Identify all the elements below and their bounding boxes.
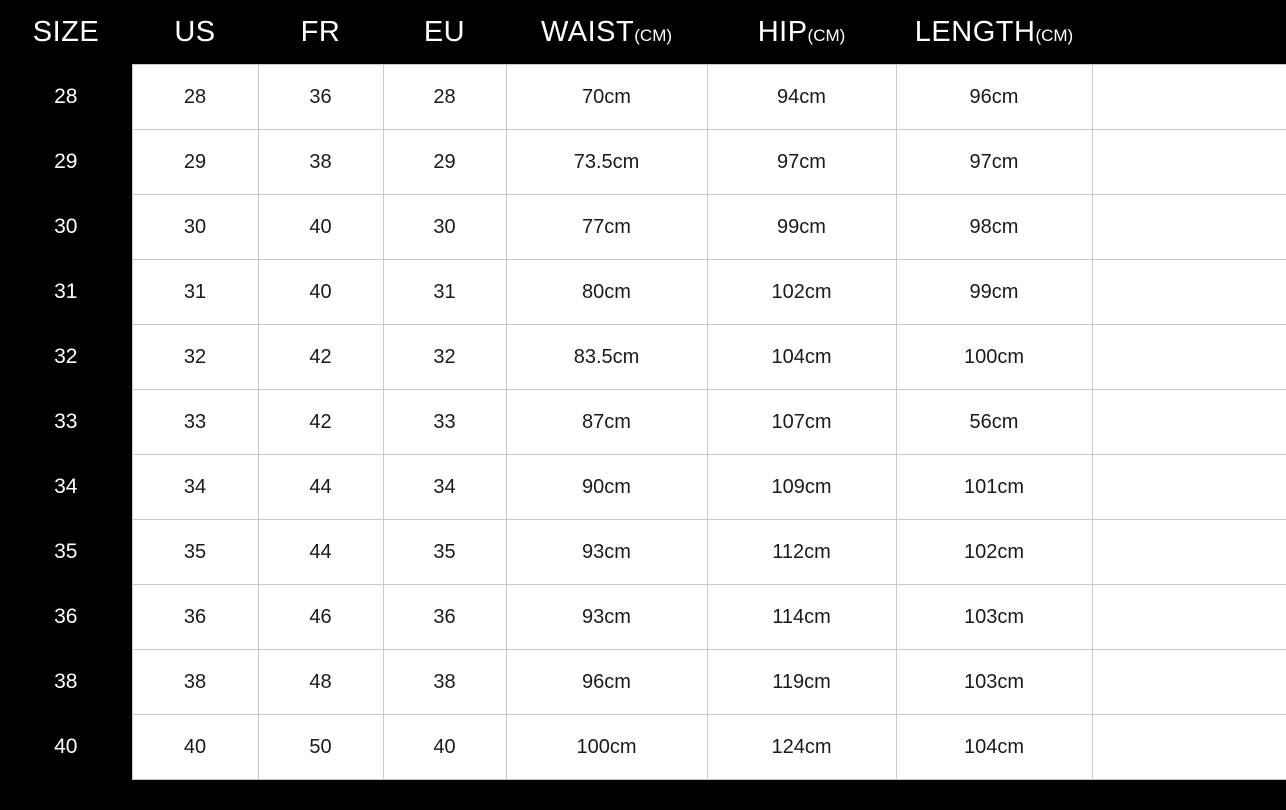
cell-eu: 40 [383,715,506,780]
column-header-hip-label: HIP [757,15,808,48]
cell-length: 96cm [896,65,1092,130]
column-header-waist-label: WAIST [540,15,635,48]
cell-fr: 38 [258,130,383,195]
cell-fr: 36 [258,65,383,130]
cell-us: 33 [132,390,258,455]
column-header-waist-unit: (CM) [634,25,673,45]
cell-fr: 48 [258,650,383,715]
cell-eu: 33 [383,390,506,455]
cell-hip: 109cm [707,455,896,520]
column-header-hip-unit: (CM) [807,25,846,45]
cell-eu: 32 [383,325,506,390]
cell-us: 29 [132,130,258,195]
column-header-length-label: LENGTH [914,15,1036,48]
cell-eu: 36 [383,585,506,650]
table-row [0,390,1286,455]
cell-eu: 28 [383,65,506,130]
cell-fr: 42 [258,390,383,455]
table-body [0,65,1286,780]
column-header-length [896,0,1092,65]
cell-waist: 93cm [506,520,707,585]
cell-eu: 38 [383,650,506,715]
cell-extra [1092,520,1286,585]
table-row [0,325,1286,390]
cell-hip: 102cm [707,260,896,325]
column-header-waist [506,0,707,65]
cell-hip: 97cm [707,130,896,195]
cell-hip: 112cm [707,520,896,585]
cell-size: 31 [0,260,132,325]
cell-extra [1092,390,1286,455]
cell-length: 100cm [896,325,1092,390]
cell-hip: 94cm [707,65,896,130]
cell-size: 32 [0,325,132,390]
cell-length: 102cm [896,520,1092,585]
cell-us: 31 [132,260,258,325]
cell-extra [1092,130,1286,195]
cell-size: 40 [0,715,132,780]
column-header-size-label: SIZE [32,15,100,48]
cell-eu: 34 [383,455,506,520]
cell-waist: 73.5cm [506,130,707,195]
cell-size: 33 [0,390,132,455]
cell-hip: 119cm [707,650,896,715]
cell-fr: 42 [258,325,383,390]
table-row [0,650,1286,715]
cell-hip: 114cm [707,585,896,650]
cell-extra [1092,585,1286,650]
cell-length: 98cm [896,195,1092,260]
cell-waist: 83.5cm [506,325,707,390]
table-header [0,0,1286,65]
header-row [0,0,1286,65]
cell-eu: 35 [383,520,506,585]
cell-hip: 104cm [707,325,896,390]
table-row [0,195,1286,260]
table-row [0,715,1286,780]
cell-size: 29 [0,130,132,195]
column-header-eu [383,0,506,65]
cell-extra [1092,260,1286,325]
column-header-fr [258,0,383,65]
cell-us: 35 [132,520,258,585]
column-header-length-unit: (CM) [1035,25,1074,45]
cell-us: 40 [132,715,258,780]
cell-size: 34 [0,455,132,520]
cell-size: 38 [0,650,132,715]
cell-length: 103cm [896,650,1092,715]
cell-us: 34 [132,455,258,520]
cell-length: 56cm [896,390,1092,455]
cell-fr: 46 [258,585,383,650]
cell-hip: 99cm [707,195,896,260]
column-header-size [0,0,132,65]
cell-size: 30 [0,195,132,260]
cell-extra [1092,650,1286,715]
table-row [0,260,1286,325]
cell-eu: 31 [383,260,506,325]
column-header-hip [707,0,896,65]
cell-us: 32 [132,325,258,390]
cell-fr: 50 [258,715,383,780]
cell-fr: 44 [258,455,383,520]
cell-length: 104cm [896,715,1092,780]
column-header-extra [1092,0,1286,65]
cell-length: 101cm [896,455,1092,520]
cell-us: 36 [132,585,258,650]
cell-length: 97cm [896,130,1092,195]
cell-extra [1092,325,1286,390]
column-header-us-label: US [174,15,216,48]
cell-extra [1092,65,1286,130]
column-header-us [132,0,258,65]
cell-fr: 40 [258,260,383,325]
cell-eu: 29 [383,130,506,195]
cell-extra [1092,715,1286,780]
cell-hip: 124cm [707,715,896,780]
cell-waist: 70cm [506,65,707,130]
cell-fr: 44 [258,520,383,585]
cell-fr: 40 [258,195,383,260]
cell-size: 35 [0,520,132,585]
cell-waist: 77cm [506,195,707,260]
cell-waist: 87cm [506,390,707,455]
cell-size: 28 [0,65,132,130]
table-row [0,520,1286,585]
cell-hip: 107cm [707,390,896,455]
cell-length: 99cm [896,260,1092,325]
table-row [0,585,1286,650]
cell-waist: 93cm [506,585,707,650]
column-header-fr-label: FR [300,15,341,48]
cell-length: 103cm [896,585,1092,650]
table-row [0,65,1286,130]
cell-us: 28 [132,65,258,130]
cell-waist: 96cm [506,650,707,715]
table-row [0,130,1286,195]
column-header-eu-label: EU [423,15,466,48]
cell-extra [1092,195,1286,260]
cell-waist: 100cm [506,715,707,780]
table-row [0,455,1286,520]
cell-us: 30 [132,195,258,260]
cell-waist: 80cm [506,260,707,325]
cell-extra [1092,455,1286,520]
cell-size: 36 [0,585,132,650]
cell-eu: 30 [383,195,506,260]
cell-waist: 90cm [506,455,707,520]
cell-us: 38 [132,650,258,715]
